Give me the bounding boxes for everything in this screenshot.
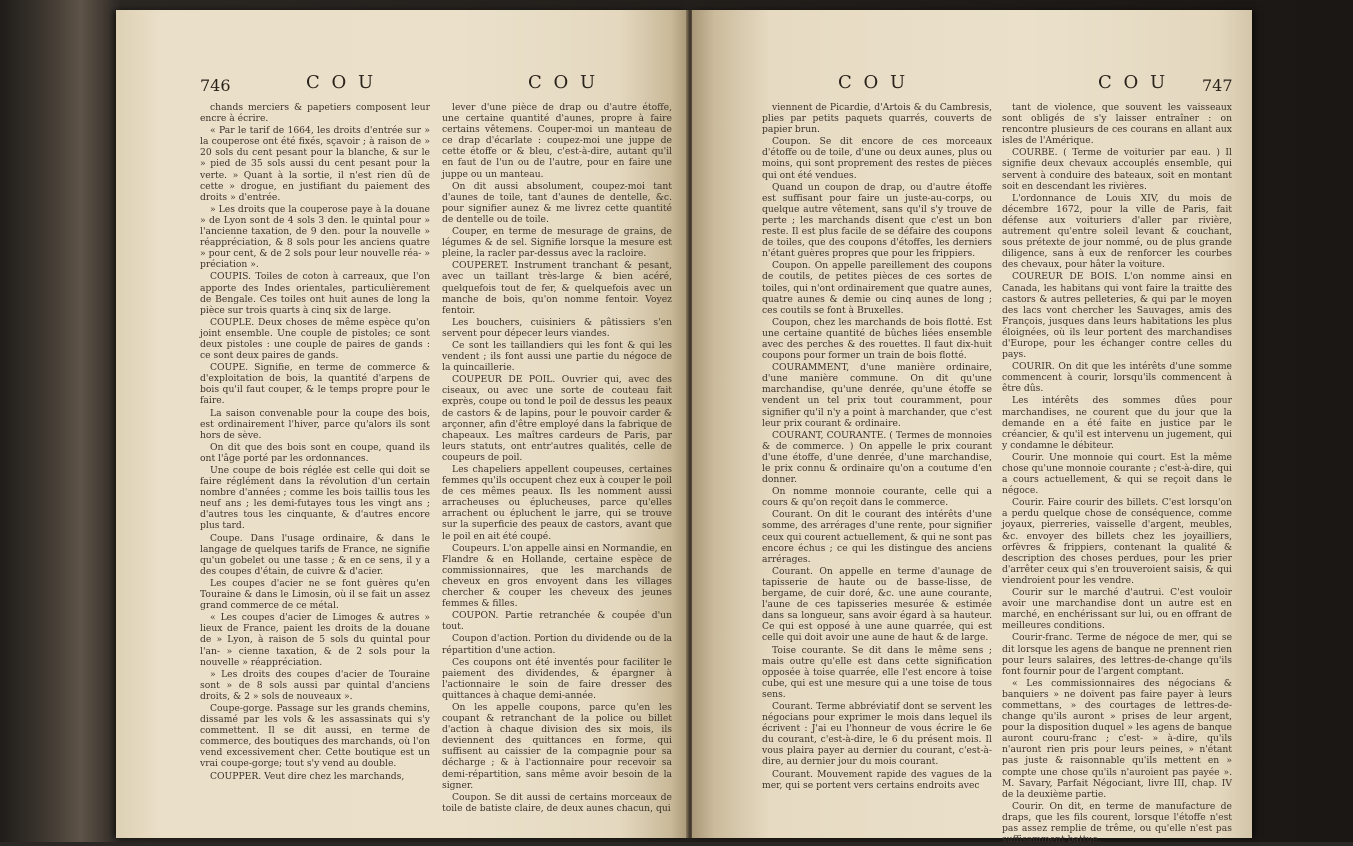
paragraph: L'ordonnance de Louis XIV, du mois de décembre 1672, pour la ville de Paris, fait défense aux voituriers d'aller par rivière, autrement qu'entre soleil levant & couchant, sous prétexte de jour nommé, ou de plus grande diligence, sans à eux de renforcer les courbes des chevaux, pour hâter la voiture.: [1002, 192, 1232, 271]
paragraph: Courant. On appelle en terme d'aunage de tapisserie de haute ou de basse-lisse, de bergame, de cuir doré, &c. une aune courante, l'aune de ces tapisseries mesurée & estimée dans sa longueur, sans avoir égard à sa hauteur. Ce qui est opposé à une aune quarrée, qui est celle qui doit avoir une aune de haut & de large.: [762, 565, 992, 644]
paragraph: chands merciers & papetiers composent leur encre à écrire.: [200, 102, 430, 125]
text-column: [200, 102, 430, 783]
paragraph: Coupon, chez les marchands de bois flotté. Est une certaine quantité de bûches liées ensemble avec des perches & des rouettes. Il faut dix-huit coupons pour former un train de bois flotté.: [762, 316, 992, 362]
paragraph: Coupe. Dans l'usage ordinaire, & dans le langage de quelques tarifs de France, ne signifie qu'un gobelet ou une tasse ; & en ce sens, il y a des coupes d'étain, de cuivre & d'acier.: [200, 532, 430, 577]
text-column: [442, 102, 672, 815]
paragraph: viennent de Picardie, d'Artois & du Cambresis, plies par petits paquets quarrés, couverts de papier brun.: [762, 102, 992, 136]
paragraph: Coupeurs. L'on appelle ainsi en Normandie, en Flandre & en Hollande, certaine espèce de commissionnaires, que les marchands de cheveux en gros envoyent dans les villages chercher & couper les cheveux des jeunes femmes & filles.: [442, 542, 672, 610]
running-head: C O U: [306, 72, 377, 93]
paragraph: COUREUR DE BOIS. L'on nomme ainsi en Canada, les habitans qui vont faire la traitte des castors & autres pelleteries, & qui par le moyen des lacs vont chercher les Sauvages, amis des François, jusques dans leurs habitations les plus éloignées, où ils leur portent des marchandises d'Europe, pour les échanger contre celles du pays.: [1002, 271, 1232, 361]
paragraph: La saison convenable pour la coupe des bois, est ordinairement l'hiver, parce qu'alors ils sont hors de sève.: [200, 407, 430, 441]
paragraph: Coupon. Se dit aussi de certains morceaux de toile de batiste claire, de deux aunes chacun, qui: [442, 791, 672, 814]
paragraph: Courir-franc. Terme de négoce de mer, qui se dit lorsque les agens de banque ne prennent rien pour leurs salaires, des lettres-de-change qu'ils font fournir pour de l'argent comptant.: [1002, 632, 1232, 677]
running-head: C O U: [838, 72, 909, 93]
paragraph: Courant. On dit le courant des intérêts d'une somme, des arrérages d'une rente, pour signifier ceux qui courent actuellement, & qui ne sont pas encore échus ; ce qui les distingue des anciens arrérages.: [762, 509, 992, 565]
paragraph: COUPEUR DE POIL. Ouvrier qui, avec des ciseaux, ou avec une sorte de couteau fait exprès, coupe ou tond le poil de dessus les peaux de castors & de lapins, pour le pouvoir carder & arçonner, afin d'être employé dans la fabrique de chapeaux. Les maîtres cardeurs de Paris, par leurs statuts, ont entr'autres qualités, celle de coupeurs de poil.: [442, 374, 672, 463]
paragraph: lever d'une pièce de drap ou d'autre étoffe, une certaine quantité d'aunes, propre à faire certains vêtemens. Couper-moi un manteau de ce drap d'écarlate : coupez-moi une juppe de cette étoffe or & bleu, c'est-à-dire, autant qu'il en faut de l'un ou de l'autre, pour en faire une juppe ou un manteau.: [442, 102, 672, 180]
paragraph: Une coupe de bois réglée est celle qui doit se faire réglément dans la révolution d'un certain nombre d'années ; comme les bois taillis tous les neuf ans ; les demi-futayes tous les vingt ans ; d'autres tous les cinquante, & d'autres encore plus tard.: [200, 465, 430, 532]
paragraph: COUPIS. Toiles de coton à carreaux, que l'on apporte des Indes orientales, particulièrement de Bengale. Ces toiles ont huit aunes de long la pièce sur trois quarts à cinq six de large.: [200, 271, 430, 316]
paragraph: COUPLE. Deux choses de même espèce qu'on joint ensemble. Une couple de pistoles; ce sont deux pistoles : une couple de paires de gands : ce sont deux paires de gands.: [200, 316, 430, 362]
paragraph: On dit que des bois sont en coupe, quand ils ont l'âge porté par les ordonnances.: [200, 441, 430, 464]
paragraph: Courant. Mouvement rapide des vagues de la mer, qui se portent vers certains endroits avec: [762, 768, 992, 791]
paragraph: On nomme monnoie courante, celle qui a cours & qu'on reçoit dans le commerce.: [762, 486, 992, 509]
text-column: [762, 102, 992, 792]
paragraph: COURAMMENT, d'une manière ordinaire, d'une manière commune. On dit qu'une marchandise, qu'une denrée, qu'une étoffe se vendent un tel prix tout couramment, pour signifier qu'il n'y a point à marchander, que c'est leur prix courant & ordinaire.: [762, 362, 992, 429]
paragraph: Les intérêts des sommes dûes pour marchandises, ne courent que du jour que la demande en a été faite en justice par le créancier, & qu'il est intervenu un jugement, qui y condamne le débiteur.: [1002, 395, 1232, 451]
paragraph: COUPON. Partie retranchée & coupée d'un tout.: [442, 610, 672, 633]
paragraph: Les coupes d'acier ne se font guères qu'en Touraine & dans le Limosin, où il se fait un assez grand commerce de ce métal.: [200, 577, 430, 612]
paragraph: Couper, en terme de mesurage de grains, de légumes & de sel. Signifie lorsque la mesure est pleine, la racler par-dessus avec la racloire.: [442, 226, 672, 260]
paragraph: Coupe-gorge. Passage sur les grands chemins, dissamé par les vols & les assassinats qui s'y commettent. Il se dit aussi, en terme de commerce, des boutiques des marchands, où l'on vend excessivement cher. Cette boutique est un vrai coupe-gorge; tout s'y vend au double.: [200, 702, 430, 770]
paragraph: Toise courante. Se dit dans le même sens ; mais outre qu'elle est dans cette signification opposée à toise quarrée, elle l'est encore à toise cube, qui est une mesure qui a une toise de tous sens.: [762, 644, 992, 700]
paragraph: Ces coupons ont été inventés pour faciliter le paiement des dividendes, & épargner à l'actionnaire le soin de faire dresser des quittances à chaque demi-année.: [442, 656, 672, 701]
paragraph: On dit aussi absolument, coupez-moi tant d'aunes de toile, tant d'aunes de dentelle, &c. pour signifier aunez & me livrez cette quantité de dentelle ou de toile.: [442, 180, 672, 225]
page-number: 747: [1202, 76, 1233, 95]
paragraph: » Les droits des coupes d'acier de Touraine sont » de 8 sols aussi par quintal d'anciens droits, & 2 » sols de nouveaux ».: [200, 668, 430, 702]
paragraph: Coupon d'action. Portion du dividende ou de la répartition d'une action.: [442, 633, 672, 656]
running-head: C O U: [1098, 72, 1169, 93]
paragraph: Ce sont les taillandiers qui les font & qui les vendent ; ils font aussi une partie du négoce de la quincaillerie.: [442, 339, 672, 374]
paragraph: tant de violence, que souvent les vaisseaux sont obligés de s'y laisser entraîner : on rencontre plusieurs de ces courans en allant aux isles de l'Amérique.: [1002, 102, 1232, 147]
text-column: [1002, 102, 1232, 846]
paragraph: COURIR. On dit que les intérêts d'une somme commencent à courir, lorsqu'ils commencent à être dûs.: [1002, 361, 1232, 395]
paragraph: « Par le tarif de 1664, les droits d'entrée sur » la couperose ont été fixés, sçavoir ; à raison de » 20 sols du cent pesant pour la blanche, & sur le » pied de 35 sols aussi du cent pesant pour la verte. » Quant à la sortie, il n'est rien dû de cette » drogue, en justifiant du paiement des droits » d'entrée.: [200, 125, 430, 203]
paragraph: Courir. Faire courir des billets. C'est lorsqu'on a perdu quelque chose de conséquence, comme joyaux, pierreries, vaisselle d'argent, meubles, &c. envoyer des billets chez les joyailliers, orfèvres & frippiers, contenant la qualité & description des choses perdues, pour les prier d'arrêter ceux qui s'en trouveroient saisis, & qui viendroient pour les vendre.: [1002, 497, 1232, 586]
paragraph: Les bouchers, cuisiniers & pâtissiers s'en servent pour dépecer leurs viandes.: [442, 316, 672, 339]
right-page: [692, 10, 1252, 846]
paragraph: COUPERET. Instrument tranchant & pesant, avec un taillant très-large & bien acéré, quelquefois tout de fer, & quelquefois avec un manche de bois, qu'on nomme fentoir. Voyez fentoir.: [442, 260, 672, 316]
paragraph: Courir. On dit, en terme de manufacture de draps, que les fils courent, lorsque l'étoffe n'est pas assez remplie de trême, ou qu'elle n'est pas suffisamment battue.: [1002, 800, 1232, 846]
paragraph: Les chapeliers appellent coupeuses, certaines femmes qu'ils occupent chez eux à couper le poil de ces mêmes peaux. Ils les nomment aussi arracheuses ou éplucheuses, parce qu'elles arrachent ou épluchent le jarre, qui se trouve sur la superficie des peaux de castors, avant que le poil en ait été coupé.: [442, 464, 672, 542]
page-number: 746: [200, 76, 231, 95]
paragraph: Coupon. On appelle pareillement des coupons de coutils, de petites pièces de ces sortes de toiles, qui n'ont ordinairement que quatre aunes, quatre aunes & demie ou cinq aunes de long ; ces coutils se font à Bruxelles.: [762, 260, 992, 316]
paragraph: COUPPER. Veut dire chez les marchands,: [210, 770, 405, 782]
paragraph: Courant. Terme abbréviatif dont se servent les négocians pour exprimer le mois dans lequel ils écrivent : J'ai eu l'honneur de vous écrire le 6e du courant, c'est-à-dire, le 6 du présent mois. Il vous plaira payer au dernier du courant, c'est-à-dire, au dernier jour du mois courant.: [762, 700, 992, 768]
paragraph: « Les commissionnaires des négocians & banquiers » ne doivent pas faire payer à leurs commettans, » des courtages de lettres-de-change qu'ils auront » prises de leur argent, pour la disposition duquel » les agens de banque auront couru-franc ; c'est- » à-dire, qu'ils n'auront rien pris pour leurs peines, » n'étant pas juste & raisonnable qu'ils mettent en » compte une chose qu'ils n'auroient pas payée ». M. Savary, Parfait Négociant, livre III, chap. IV de la deuxième partie.: [1002, 677, 1232, 800]
paragraph: COUPE. Signifie, en terme de commerce & d'exploitation de bois, la quantité d'arpens de bois qu'il faut couper, & le temps propre pour le faire.: [200, 362, 430, 407]
left-page: [116, 10, 688, 838]
paragraph: Quand un coupon de drap, ou d'autre étoffe est suffisant pour faire un juste-au-corps, ou quelque autre vêtement, sans qu'il s'y trouve de perte ; les marchands disent que c'est un bon reste. Il est plus facile de se défaire des coupons de toiles, que des coupons d'étoffes, les derniers n'étant guères propres que pour les frippiers.: [762, 181, 992, 260]
paragraph: COURANT, COURANTE. ( Termes de monnoies & de commerce. ) On appelle le prix courant d'une étoffe, d'une denrée, d'une marchandise, le prix connu & ordinaire qu'on a coutume d'en donner.: [762, 429, 992, 486]
paragraph: » Les droits que la couperose paye à la douane » de Lyon sont de 4 sols 3 den. le quintal pour » l'ancienne taxation, de 9 den. pour la nouvelle » réappréciation, & 8 sols pour les anciens quatre » pour cent, & de 2 sols pour leur nouvelle réa- » préciation ».: [200, 203, 430, 271]
running-head: C O U: [528, 72, 599, 93]
paragraph: Courir sur le marché d'autrui. C'est vouloir avoir une marchandise dont un autre est en marché, en enchérissant sur lui, ou en offrant de meilleures conditions.: [1002, 587, 1232, 632]
paragraph: Courir. Une monnoie qui court. Est la même chose qu'une monnoie courante ; c'est-à-dire, qui a cours actuellement, & qui se reçoit dans le négoce.: [1002, 451, 1232, 497]
paragraph: On les appelle coupons, parce qu'en les coupant & retranchant de la police ou billet d'action à chaque division des six mois, ils deviennent des quittances en forme, qui suffisent au caissier de la compagnie pour sa décharge ; & à l'actionnaire pour recevoir sa demi-répartition, sans même avoir besoin de la signer.: [442, 701, 672, 791]
paragraph: Coupon. Se dit encore de ces morceaux d'étoffe ou de toile, d'une ou deux aunes, plus ou moins, qui sont proprement des restes de pièces qui ont été vendues.: [762, 136, 992, 181]
paragraph: « Les coupes d'acier de Limoges & autres » lieux de France, paient les droits de la douane de » Lyon, à raison de 5 sols du quintal pour l'an- » cienne taxation, & de 2 sols pour la nouvelle » réappréciation.: [200, 612, 430, 668]
paragraph: COURBE. ( Terme de voiturier par eau. ) Il signifie deux chevaux accouplés ensemble, qui servent à conduire des bateaux, soit en montant soit en descendant les rivières.: [1002, 147, 1232, 192]
